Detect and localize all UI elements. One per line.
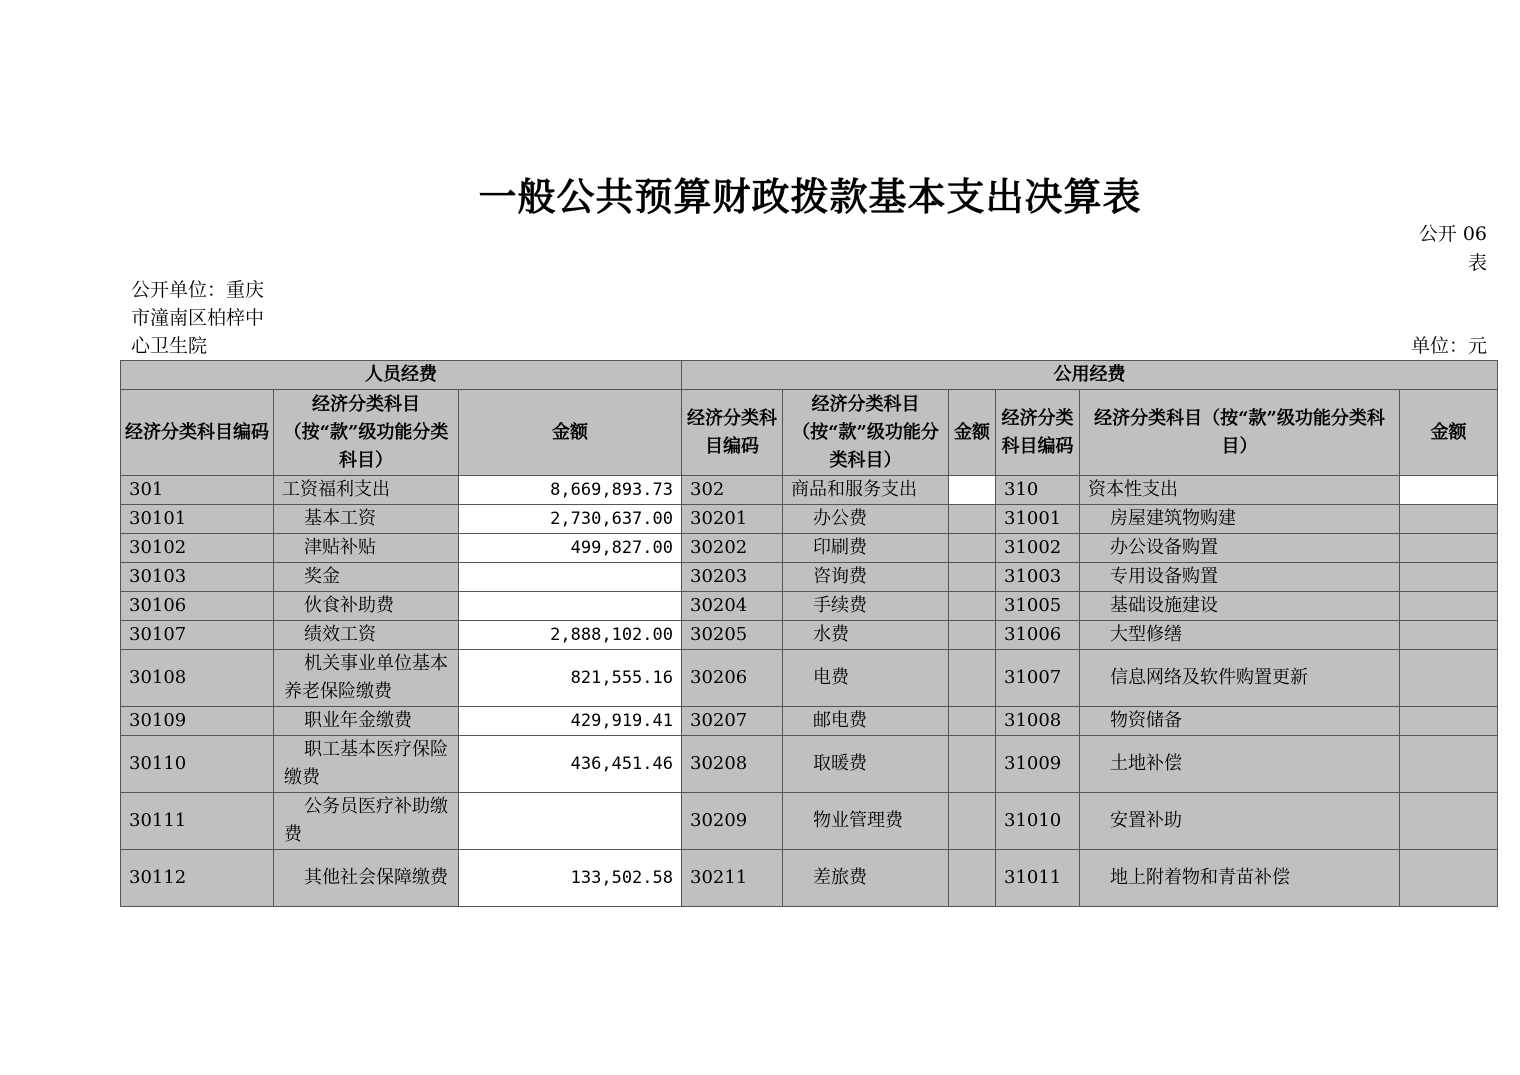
personnel-amount xyxy=(459,563,682,592)
personnel-amount: 821,555.16 xyxy=(459,650,682,707)
personnel-name: 职业年金缴费 xyxy=(274,707,459,736)
goods-code: 30205 xyxy=(682,621,783,650)
personnel-code: 30101 xyxy=(121,505,274,534)
capital-name: 房屋建筑物购建 xyxy=(1080,505,1400,534)
col-header-goods-code: 经济分类科目编码 xyxy=(682,390,783,476)
capital-code: 31005 xyxy=(996,592,1080,621)
table-row xyxy=(121,592,1498,621)
page-title: 一般公共预算财政拨款基本支出决算表 xyxy=(478,174,1142,219)
goods-amount xyxy=(949,563,996,592)
col-header-personnel-amount: 金额 xyxy=(459,390,682,476)
goods-name: 电费 xyxy=(783,650,949,707)
capital-name: 信息网络及软件购置更新 xyxy=(1080,650,1400,707)
capital-name: 专用设备购置 xyxy=(1080,563,1400,592)
goods-name: 邮电费 xyxy=(783,707,949,736)
personnel-code: 30109 xyxy=(121,707,274,736)
col-header-goods-amount: 金额 xyxy=(949,390,996,476)
goods-amount xyxy=(949,736,996,793)
table-row xyxy=(121,505,1498,534)
capital-code: 31011 xyxy=(996,850,1080,907)
capital-code: 31007 xyxy=(996,650,1080,707)
col-header-personnel-name: 经济分类科目（按“款”级功能分类科目） xyxy=(274,390,459,476)
capital-code: 31001 xyxy=(996,505,1080,534)
personnel-code: 30111 xyxy=(121,793,274,850)
personnel-amount xyxy=(459,793,682,850)
personnel-code: 30102 xyxy=(121,534,274,563)
table-row xyxy=(121,707,1498,736)
reporting-unit: 公开单位：重庆市潼南区柏梓中心卫生院 xyxy=(131,279,265,357)
table-row xyxy=(121,736,1498,793)
goods-code: 30202 xyxy=(682,534,783,563)
personnel-amount: 2,888,102.00 xyxy=(459,621,682,650)
capital-amount xyxy=(1400,650,1498,707)
capital-amount xyxy=(1400,505,1498,534)
personnel-code: 30106 xyxy=(121,592,274,621)
goods-code: 30204 xyxy=(682,592,783,621)
capital-amount xyxy=(1400,850,1498,907)
goods-code: 30203 xyxy=(682,563,783,592)
capital-code: 31009 xyxy=(996,736,1080,793)
personnel-code: 301 xyxy=(121,476,274,505)
goods-code: 30209 xyxy=(682,793,783,850)
capital-name: 基础设施建设 xyxy=(1080,592,1400,621)
personnel-name: 津贴补贴 xyxy=(274,534,459,563)
goods-amount xyxy=(949,850,996,907)
capital-code: 31003 xyxy=(996,563,1080,592)
personnel-code: 30107 xyxy=(121,621,274,650)
personnel-name: 工资福利支出 xyxy=(274,476,459,505)
personnel-code: 30103 xyxy=(121,563,274,592)
currency-unit: 单位：元 xyxy=(1410,335,1487,357)
capital-code: 310 xyxy=(996,476,1080,505)
capital-code: 31006 xyxy=(996,621,1080,650)
goods-code: 30206 xyxy=(682,650,783,707)
personnel-name: 绩效工资 xyxy=(274,621,459,650)
table-row xyxy=(121,621,1498,650)
goods-name: 差旅费 xyxy=(783,850,949,907)
capital-name: 物资储备 xyxy=(1080,707,1400,736)
goods-code: 302 xyxy=(682,476,783,505)
group-header-personnel: 人员经费 xyxy=(121,361,682,390)
personnel-code: 30112 xyxy=(121,850,274,907)
personnel-amount: 436,451.46 xyxy=(459,736,682,793)
col-header-capital-code: 经济分类科目编码 xyxy=(996,390,1080,476)
capital-amount xyxy=(1400,476,1498,505)
capital-code: 31010 xyxy=(996,793,1080,850)
personnel-name: 基本工资 xyxy=(274,505,459,534)
personnel-amount: 8,669,893.73 xyxy=(459,476,682,505)
personnel-name: 其他社会保障缴费 xyxy=(274,850,459,907)
col-header-personnel-code: 经济分类科目编码 xyxy=(121,390,274,476)
capital-code: 31002 xyxy=(996,534,1080,563)
goods-name: 办公费 xyxy=(783,505,949,534)
table-row xyxy=(121,793,1498,850)
col-header-goods-name: 经济分类科目（按“款”级功能分类科目） xyxy=(783,390,949,476)
personnel-code: 30110 xyxy=(121,736,274,793)
personnel-amount xyxy=(459,592,682,621)
capital-name: 地上附着物和青苗补偿 xyxy=(1080,850,1400,907)
capital-amount xyxy=(1400,534,1498,563)
goods-amount xyxy=(949,793,996,850)
capital-amount xyxy=(1400,793,1498,850)
table-row xyxy=(121,850,1498,907)
goods-amount xyxy=(949,505,996,534)
goods-name: 物业管理费 xyxy=(783,793,949,850)
group-header-public: 公用经费 xyxy=(682,361,1498,390)
goods-amount xyxy=(949,707,996,736)
goods-name: 水费 xyxy=(783,621,949,650)
personnel-code: 30108 xyxy=(121,650,274,707)
table-row xyxy=(121,563,1498,592)
personnel-name: 奖金 xyxy=(274,563,459,592)
table-row xyxy=(121,534,1498,563)
table-row xyxy=(121,476,1498,505)
personnel-name: 机关事业单位基本养老保险缴费 xyxy=(274,650,459,707)
capital-name: 资本性支出 xyxy=(1080,476,1400,505)
capital-amount xyxy=(1400,621,1498,650)
goods-name: 咨询费 xyxy=(783,563,949,592)
capital-name: 办公设备购置 xyxy=(1080,534,1400,563)
goods-name: 取暖费 xyxy=(783,736,949,793)
col-header-capital-amount: 金额 xyxy=(1400,390,1498,476)
personnel-amount: 499,827.00 xyxy=(459,534,682,563)
personnel-amount: 133,502.58 xyxy=(459,850,682,907)
personnel-name: 职工基本医疗保险缴费 xyxy=(274,736,459,793)
personnel-name: 公务员医疗补助缴费 xyxy=(274,793,459,850)
form-number: 公开 06 表 xyxy=(1418,223,1487,274)
capital-name: 安置补助 xyxy=(1080,793,1400,850)
goods-code: 30201 xyxy=(682,505,783,534)
goods-amount xyxy=(949,476,996,505)
goods-amount xyxy=(949,592,996,621)
goods-name: 印刷费 xyxy=(783,534,949,563)
goods-code: 30207 xyxy=(682,707,783,736)
capital-amount xyxy=(1400,592,1498,621)
goods-amount xyxy=(949,621,996,650)
col-header-capital-name: 经济分类科目（按“款”级功能分类科目） xyxy=(1080,390,1400,476)
goods-code: 30208 xyxy=(682,736,783,793)
goods-amount xyxy=(949,534,996,563)
personnel-name: 伙食补助费 xyxy=(274,592,459,621)
capital-name: 大型修缮 xyxy=(1080,621,1400,650)
capital-amount xyxy=(1400,707,1498,736)
table-row xyxy=(121,650,1498,707)
capital-code: 31008 xyxy=(996,707,1080,736)
capital-amount xyxy=(1400,563,1498,592)
goods-name: 商品和服务支出 xyxy=(783,476,949,505)
personnel-amount: 429,919.41 xyxy=(459,707,682,736)
capital-amount xyxy=(1400,736,1498,793)
goods-code: 30211 xyxy=(682,850,783,907)
capital-name: 土地补偿 xyxy=(1080,736,1400,793)
goods-name: 手续费 xyxy=(783,592,949,621)
goods-amount xyxy=(949,650,996,707)
personnel-amount: 2,730,637.00 xyxy=(459,505,682,534)
expenditure-table xyxy=(120,360,1498,907)
